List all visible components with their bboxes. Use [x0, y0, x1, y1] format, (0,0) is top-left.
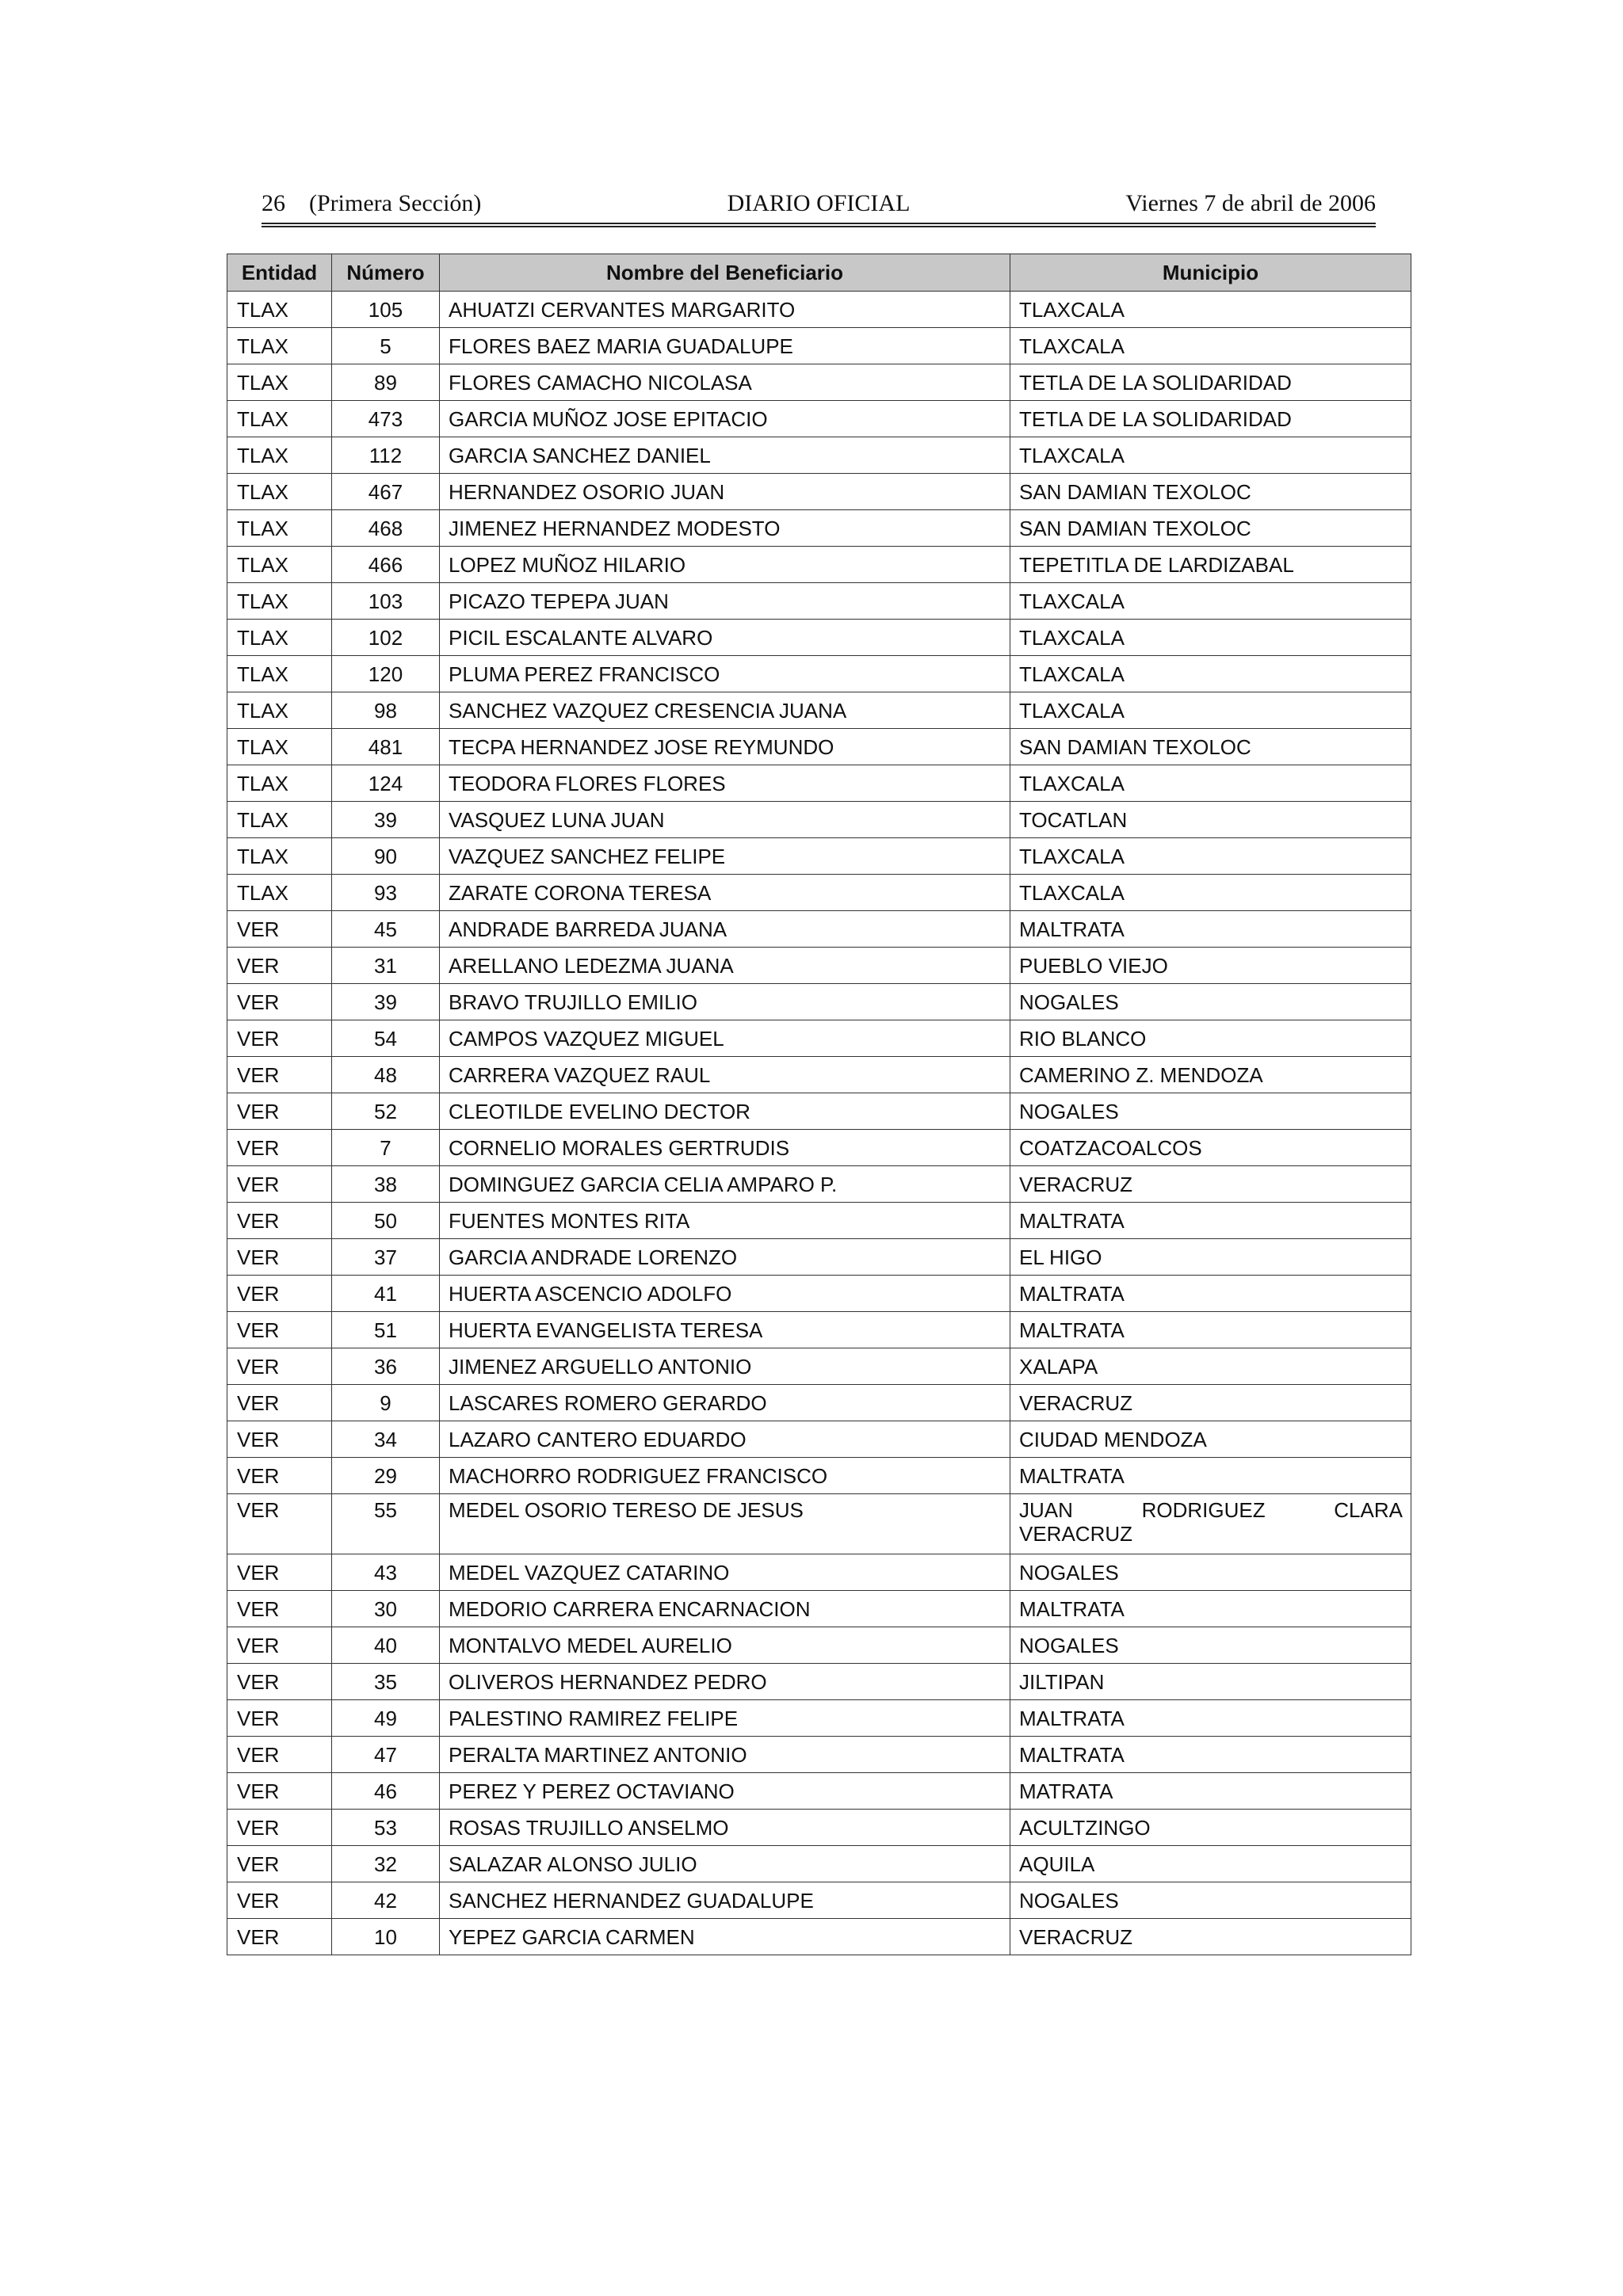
- cell-nombre: CARRERA VAZQUEZ RAUL: [440, 1057, 1010, 1093]
- cell-municipio: RIO BLANCO: [1010, 1020, 1411, 1057]
- table-row: [227, 838, 1411, 875]
- column-header-numero: Número: [332, 254, 440, 292]
- cell-numero: 40: [332, 1627, 440, 1664]
- cell-numero: 473: [332, 401, 440, 437]
- table-row: [227, 1494, 1411, 1554]
- cell-numero: 54: [332, 1020, 440, 1057]
- cell-numero: 42: [332, 1882, 440, 1919]
- cell-entidad: TLAX: [227, 292, 332, 328]
- cell-numero: 49: [332, 1700, 440, 1737]
- cell-nombre: ANDRADE BARREDA JUANA: [440, 911, 1010, 948]
- cell-municipio: MATRATA: [1010, 1773, 1411, 1810]
- cell-nombre: ROSAS TRUJILLO ANSELMO: [440, 1810, 1010, 1846]
- cell-numero: 105: [332, 292, 440, 328]
- cell-nombre: PICAZO TEPEPA JUAN: [440, 583, 1010, 620]
- cell-entidad: TLAX: [227, 620, 332, 656]
- table-row: [227, 583, 1411, 620]
- cell-municipio: TLAXCALA: [1010, 875, 1411, 911]
- cell-nombre: GARCIA MUÑOZ JOSE EPITACIO: [440, 401, 1010, 437]
- cell-entidad: TLAX: [227, 437, 332, 474]
- cell-municipio: TLAXCALA: [1010, 838, 1411, 875]
- cell-nombre: FLORES CAMACHO NICOLASA: [440, 364, 1010, 401]
- cell-numero: 93: [332, 875, 440, 911]
- cell-municipio: NOGALES: [1010, 984, 1411, 1020]
- municipio-justified-text: JUAN RODRIGUEZ CLARA VERACRUZ: [1019, 1498, 1403, 1546]
- table-row: [227, 1057, 1411, 1093]
- table-row: [227, 1421, 1411, 1458]
- cell-entidad: VER: [227, 1494, 332, 1554]
- cell-municipio: NOGALES: [1010, 1554, 1411, 1591]
- cell-entidad: VER: [227, 948, 332, 984]
- beneficiaries-table: [227, 254, 1411, 1955]
- cell-municipio: MALTRATA: [1010, 1458, 1411, 1494]
- cell-municipio: TLAXCALA: [1010, 328, 1411, 364]
- cell-entidad: VER: [227, 1773, 332, 1810]
- cell-numero: 51: [332, 1312, 440, 1348]
- table-row: [227, 1846, 1411, 1882]
- table-row: [227, 292, 1411, 328]
- cell-entidad: VER: [227, 1385, 332, 1421]
- cell-municipio: SAN DAMIAN TEXOLOC: [1010, 729, 1411, 765]
- cell-numero: 9: [332, 1385, 440, 1421]
- cell-entidad: VER: [227, 1627, 332, 1664]
- table-row: [227, 802, 1411, 838]
- cell-numero: 29: [332, 1458, 440, 1494]
- cell-numero: 466: [332, 547, 440, 583]
- cell-numero: 55: [332, 1494, 440, 1554]
- cell-entidad: TLAX: [227, 401, 332, 437]
- table-row: [227, 1166, 1411, 1203]
- cell-numero: 39: [332, 802, 440, 838]
- cell-nombre: LASCARES ROMERO GERARDO: [440, 1385, 1010, 1421]
- table-row: [227, 1664, 1411, 1700]
- cell-numero: 50: [332, 1203, 440, 1239]
- cell-municipio: TLAXCALA: [1010, 765, 1411, 802]
- cell-numero: 124: [332, 765, 440, 802]
- cell-entidad: VER: [227, 1810, 332, 1846]
- cell-numero: 30: [332, 1591, 440, 1627]
- table-body: [227, 292, 1411, 1955]
- cell-numero: 102: [332, 620, 440, 656]
- cell-entidad: TLAX: [227, 656, 332, 692]
- column-header-municipio: Municipio: [1010, 254, 1411, 292]
- header-rule: [262, 223, 1376, 227]
- cell-numero: 5: [332, 328, 440, 364]
- cell-municipio: TLAXCALA: [1010, 656, 1411, 692]
- cell-entidad: TLAX: [227, 474, 332, 510]
- cell-numero: 45: [332, 911, 440, 948]
- cell-numero: 103: [332, 583, 440, 620]
- table-row: [227, 328, 1411, 364]
- cell-entidad: TLAX: [227, 765, 332, 802]
- cell-entidad: TLAX: [227, 802, 332, 838]
- page-number: 26: [262, 190, 285, 216]
- column-header-nombre: Nombre del Beneficiario: [440, 254, 1010, 292]
- cell-nombre: SANCHEZ HERNANDEZ GUADALUPE: [440, 1882, 1010, 1919]
- cell-nombre: MONTALVO MEDEL AURELIO: [440, 1627, 1010, 1664]
- cell-entidad: TLAX: [227, 583, 332, 620]
- cell-municipio: TLAXCALA: [1010, 437, 1411, 474]
- cell-nombre: HERNANDEZ OSORIO JUAN: [440, 474, 1010, 510]
- column-header-entidad: Entidad: [227, 254, 332, 292]
- cell-nombre: PERALTA MARTINEZ ANTONIO: [440, 1737, 1010, 1773]
- cell-nombre: GARCIA SANCHEZ DANIEL: [440, 437, 1010, 474]
- cell-nombre: LOPEZ MUÑOZ HILARIO: [440, 547, 1010, 583]
- table-row: [227, 1203, 1411, 1239]
- cell-municipio: TEPETITLA DE LARDIZABAL: [1010, 547, 1411, 583]
- cell-nombre: TECPA HERNANDEZ JOSE REYMUNDO: [440, 729, 1010, 765]
- cell-numero: 90: [332, 838, 440, 875]
- cell-nombre: PLUMA PEREZ FRANCISCO: [440, 656, 1010, 692]
- cell-numero: 10: [332, 1919, 440, 1955]
- table-row: [227, 875, 1411, 911]
- cell-numero: 53: [332, 1810, 440, 1846]
- cell-municipio: MALTRATA: [1010, 1203, 1411, 1239]
- cell-entidad: VER: [227, 1203, 332, 1239]
- cell-municipio: TETLA DE LA SOLIDARIDAD: [1010, 364, 1411, 401]
- cell-nombre: ZARATE CORONA TERESA: [440, 875, 1010, 911]
- cell-municipio: TLAXCALA: [1010, 292, 1411, 328]
- cell-municipio: TETLA DE LA SOLIDARIDAD: [1010, 401, 1411, 437]
- cell-nombre: PEREZ Y PEREZ OCTAVIANO: [440, 1773, 1010, 1810]
- table-row: [227, 1276, 1411, 1312]
- cell-numero: 468: [332, 510, 440, 547]
- cell-municipio: COATZACOALCOS: [1010, 1130, 1411, 1166]
- table-row: [227, 401, 1411, 437]
- table-row: [227, 1773, 1411, 1810]
- cell-nombre: MEDEL OSORIO TERESO DE JESUS: [440, 1494, 1010, 1554]
- cell-nombre: OLIVEROS HERNANDEZ PEDRO: [440, 1664, 1010, 1700]
- cell-municipio: MALTRATA: [1010, 1312, 1411, 1348]
- cell-nombre: PICIL ESCALANTE ALVARO: [440, 620, 1010, 656]
- cell-entidad: VER: [227, 1166, 332, 1203]
- cell-entidad: VER: [227, 1348, 332, 1385]
- cell-numero: 120: [332, 656, 440, 692]
- cell-entidad: VER: [227, 911, 332, 948]
- cell-municipio: MALTRATA: [1010, 1700, 1411, 1737]
- cell-municipio: TOCATLAN: [1010, 802, 1411, 838]
- cell-numero: 47: [332, 1737, 440, 1773]
- cell-nombre: DOMINGUEZ GARCIA CELIA AMPARO P.: [440, 1166, 1010, 1203]
- issue-date: Viernes 7 de abril de 2006: [1125, 190, 1376, 216]
- cell-municipio: MALTRATA: [1010, 1276, 1411, 1312]
- cell-municipio: MALTRATA: [1010, 911, 1411, 948]
- cell-nombre: HUERTA EVANGELISTA TERESA: [440, 1312, 1010, 1348]
- cell-numero: 37: [332, 1239, 440, 1276]
- cell-municipio: TLAXCALA: [1010, 583, 1411, 620]
- cell-entidad: TLAX: [227, 692, 332, 729]
- cell-nombre: FLORES BAEZ MARIA GUADALUPE: [440, 328, 1010, 364]
- cell-nombre: CLEOTILDE EVELINO DECTOR: [440, 1093, 1010, 1130]
- cell-entidad: VER: [227, 1057, 332, 1093]
- table-row: [227, 765, 1411, 802]
- table-row: [227, 984, 1411, 1020]
- cell-entidad: TLAX: [227, 510, 332, 547]
- cell-municipio: PUEBLO VIEJO: [1010, 948, 1411, 984]
- cell-nombre: SANCHEZ VAZQUEZ CRESENCIA JUANA: [440, 692, 1010, 729]
- cell-nombre: FUENTES MONTES RITA: [440, 1203, 1010, 1239]
- table-row: [227, 364, 1411, 401]
- cell-municipio: JILTIPAN: [1010, 1664, 1411, 1700]
- cell-nombre: MEDORIO CARRERA ENCARNACION: [440, 1591, 1010, 1627]
- cell-municipio: VERACRUZ: [1010, 1166, 1411, 1203]
- table-row: [227, 1312, 1411, 1348]
- cell-numero: 98: [332, 692, 440, 729]
- cell-municipio: CIUDAD MENDOZA: [1010, 1421, 1411, 1458]
- cell-nombre: MEDEL VAZQUEZ CATARINO: [440, 1554, 1010, 1591]
- cell-municipio: SAN DAMIAN TEXOLOC: [1010, 510, 1411, 547]
- cell-numero: 34: [332, 1421, 440, 1458]
- cell-municipio: ACULTZINGO: [1010, 1810, 1411, 1846]
- cell-numero: 7: [332, 1130, 440, 1166]
- cell-numero: 31: [332, 948, 440, 984]
- table-row: [227, 692, 1411, 729]
- cell-entidad: VER: [227, 1882, 332, 1919]
- cell-numero: 112: [332, 437, 440, 474]
- cell-municipio: TLAXCALA: [1010, 692, 1411, 729]
- cell-entidad: VER: [227, 1700, 332, 1737]
- cell-entidad: VER: [227, 1130, 332, 1166]
- cell-nombre: YEPEZ GARCIA CARMEN: [440, 1919, 1010, 1955]
- cell-entidad: TLAX: [227, 838, 332, 875]
- cell-municipio: XALAPA: [1010, 1348, 1411, 1385]
- cell-entidad: VER: [227, 1312, 332, 1348]
- cell-municipio: EL HIGO: [1010, 1239, 1411, 1276]
- table-row: [227, 547, 1411, 583]
- table-row: [227, 1554, 1411, 1591]
- table-row: [227, 1737, 1411, 1773]
- cell-municipio: TLAXCALA: [1010, 620, 1411, 656]
- cell-nombre: HUERTA ASCENCIO ADOLFO: [440, 1276, 1010, 1312]
- cell-municipio: SAN DAMIAN TEXOLOC: [1010, 474, 1411, 510]
- table-row: [227, 510, 1411, 547]
- cell-nombre: AHUATZI CERVANTES MARGARITO: [440, 292, 1010, 328]
- cell-numero: 38: [332, 1166, 440, 1203]
- cell-entidad: TLAX: [227, 364, 332, 401]
- table-row: [227, 1130, 1411, 1166]
- table-row: [227, 1020, 1411, 1057]
- cell-municipio-wrapped: [1010, 1494, 1411, 1554]
- cell-entidad: VER: [227, 1846, 332, 1882]
- cell-numero: 46: [332, 1773, 440, 1810]
- cell-numero: 89: [332, 364, 440, 401]
- cell-nombre: PALESTINO RAMIREZ FELIPE: [440, 1700, 1010, 1737]
- cell-numero: 467: [332, 474, 440, 510]
- cell-nombre: ARELLANO LEDEZMA JUANA: [440, 948, 1010, 984]
- table-row: [227, 911, 1411, 948]
- cell-municipio: NOGALES: [1010, 1093, 1411, 1130]
- cell-entidad: VER: [227, 1458, 332, 1494]
- table-row: [227, 1810, 1411, 1846]
- table-row: [227, 1093, 1411, 1130]
- cell-entidad: VER: [227, 1554, 332, 1591]
- table-row: [227, 1458, 1411, 1494]
- cell-nombre: GARCIA ANDRADE LORENZO: [440, 1239, 1010, 1276]
- cell-numero: 52: [332, 1093, 440, 1130]
- cell-municipio: NOGALES: [1010, 1882, 1411, 1919]
- cell-numero: 43: [332, 1554, 440, 1591]
- cell-entidad: VER: [227, 1591, 332, 1627]
- cell-nombre: CAMPOS VAZQUEZ MIGUEL: [440, 1020, 1010, 1057]
- cell-numero: 481: [332, 729, 440, 765]
- cell-entidad: VER: [227, 1093, 332, 1130]
- cell-nombre: MACHORRO RODRIGUEZ FRANCISCO: [440, 1458, 1010, 1494]
- cell-numero: 48: [332, 1057, 440, 1093]
- cell-numero: 32: [332, 1846, 440, 1882]
- cell-nombre: JIMENEZ HERNANDEZ MODESTO: [440, 510, 1010, 547]
- cell-municipio: MALTRATA: [1010, 1737, 1411, 1773]
- cell-nombre: TEODORA FLORES FLORES: [440, 765, 1010, 802]
- cell-nombre: VAZQUEZ SANCHEZ FELIPE: [440, 838, 1010, 875]
- cell-nombre: CORNELIO MORALES GERTRUDIS: [440, 1130, 1010, 1166]
- cell-nombre: VASQUEZ LUNA JUAN: [440, 802, 1010, 838]
- table-row: [227, 437, 1411, 474]
- cell-municipio: CAMERINO Z. MENDOZA: [1010, 1057, 1411, 1093]
- table-row: [227, 1882, 1411, 1919]
- cell-entidad: VER: [227, 1276, 332, 1312]
- cell-entidad: VER: [227, 1664, 332, 1700]
- cell-entidad: VER: [227, 1737, 332, 1773]
- cell-entidad: VER: [227, 1421, 332, 1458]
- table-row: [227, 1385, 1411, 1421]
- table-row: [227, 1591, 1411, 1627]
- cell-municipio: MALTRATA: [1010, 1591, 1411, 1627]
- cell-numero: 35: [332, 1664, 440, 1700]
- table-row: [227, 1627, 1411, 1664]
- cell-municipio: NOGALES: [1010, 1627, 1411, 1664]
- cell-municipio: VERACRUZ: [1010, 1385, 1411, 1421]
- table-row: [227, 1348, 1411, 1385]
- cell-municipio: AQUILA: [1010, 1846, 1411, 1882]
- cell-entidad: VER: [227, 984, 332, 1020]
- cell-nombre: SALAZAR ALONSO JULIO: [440, 1846, 1010, 1882]
- table-row: [227, 729, 1411, 765]
- cell-nombre: LAZARO CANTERO EDUARDO: [440, 1421, 1010, 1458]
- section-label: (Primera Sección): [309, 190, 482, 216]
- cell-entidad: TLAX: [227, 729, 332, 765]
- cell-nombre: JIMENEZ ARGUELLO ANTONIO: [440, 1348, 1010, 1385]
- table-row: [227, 474, 1411, 510]
- cell-municipio: VERACRUZ: [1010, 1919, 1411, 1955]
- table-row: [227, 948, 1411, 984]
- cell-nombre: BRAVO TRUJILLO EMILIO: [440, 984, 1010, 1020]
- cell-entidad: VER: [227, 1020, 332, 1057]
- publication-title: DIARIO OFICIAL: [727, 190, 911, 216]
- cell-numero: 41: [332, 1276, 440, 1312]
- cell-entidad: TLAX: [227, 328, 332, 364]
- cell-entidad: VER: [227, 1239, 332, 1276]
- table-row: [227, 1700, 1411, 1737]
- page-header: [262, 190, 1376, 227]
- cell-entidad: TLAX: [227, 547, 332, 583]
- cell-numero: 36: [332, 1348, 440, 1385]
- table-row: [227, 656, 1411, 692]
- table-header-row: [227, 254, 1411, 292]
- cell-entidad: TLAX: [227, 875, 332, 911]
- table-row: [227, 1239, 1411, 1276]
- cell-entidad: VER: [227, 1919, 332, 1955]
- table-row: [227, 620, 1411, 656]
- cell-numero: 39: [332, 984, 440, 1020]
- table-row: [227, 1919, 1411, 1955]
